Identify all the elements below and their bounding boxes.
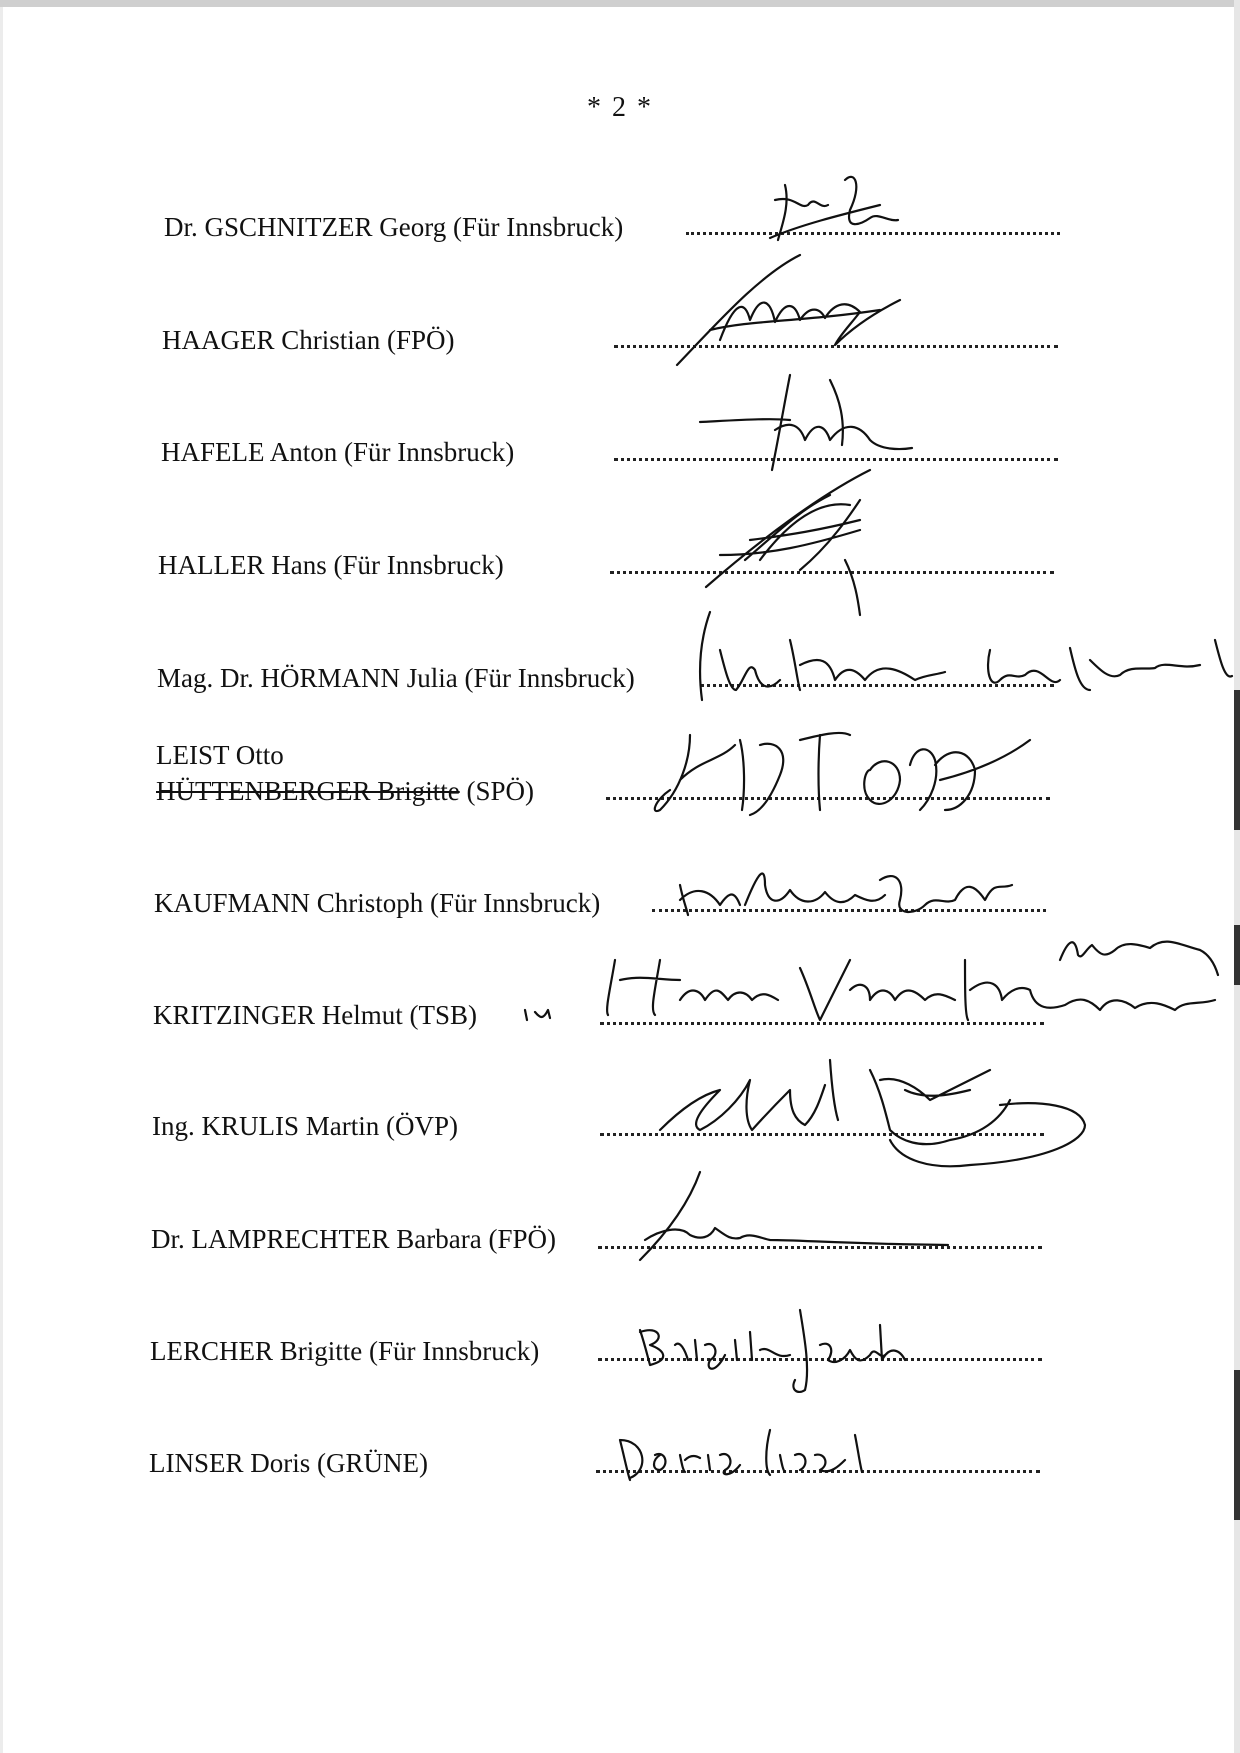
signature-lercher: [640, 1310, 905, 1392]
signature-haager: [677, 255, 900, 365]
signature-line: [606, 797, 1050, 800]
signature-krulis: [660, 1060, 1085, 1166]
signature-haller: [706, 470, 870, 615]
signatory-name: HALLER Hans (Für Innsbruck): [158, 550, 504, 580]
signature-line: [610, 571, 1054, 574]
page-number: * 2 *: [587, 92, 653, 123]
signature-line: [598, 1246, 1042, 1249]
signature-line: [652, 909, 1046, 912]
signatory-name: LERCHER Brigitte (Für Innsbruck): [150, 1336, 540, 1366]
signature-hafele: [700, 375, 912, 470]
signature-line: [598, 1358, 1042, 1361]
struck-name: HÜTTENBERGER Brigitte: [156, 776, 460, 806]
signature-gschnitzer: [770, 177, 898, 240]
scan-edge-mark: [1234, 1370, 1240, 1520]
signatory-name: Dr. GSCHNITZER Georg (Für Innsbruck): [164, 212, 624, 242]
signature-line: [614, 458, 1058, 461]
signatory-name: LINSER Doris (GRÜNE): [149, 1448, 428, 1478]
signature-leist: [655, 733, 1030, 815]
scan-edge-left: [0, 0, 3, 1753]
signatory-name: Ing. KRULIS Martin (ÖVP): [152, 1111, 458, 1141]
scan-edge-mark: [1234, 925, 1240, 985]
signatory-name: KRITZINGER Helmut (TSB): [153, 1000, 477, 1030]
scan-edge-top: [0, 0, 1240, 7]
signatory-name: KAUFMANN Christoph (Für Innsbruck): [154, 888, 601, 918]
signature-kritzinger: [525, 942, 1218, 1020]
signature-line: [600, 1022, 1044, 1025]
signatory-name-amended: [156, 776, 534, 806]
signatory-name: Dr. LAMPRECHTER Barbara (FPÖ): [151, 1224, 556, 1254]
signature-line: [614, 345, 1058, 348]
signature-line: [686, 232, 1060, 235]
signatory-name: LEIST Otto: [156, 740, 284, 770]
party-label: (SPÖ): [466, 776, 534, 806]
signature-line: [600, 1133, 1044, 1136]
scan-edge-mark: [1234, 690, 1240, 830]
signature-line: [596, 1470, 1040, 1473]
signature-line: [700, 684, 1054, 687]
signatory-name: HAFELE Anton (Für Innsbruck): [161, 437, 515, 467]
signatory-name: Mag. Dr. HÖRMANN Julia (Für Innsbruck): [157, 663, 635, 693]
signatory-name: HAAGER Christian (FPÖ): [162, 325, 455, 355]
